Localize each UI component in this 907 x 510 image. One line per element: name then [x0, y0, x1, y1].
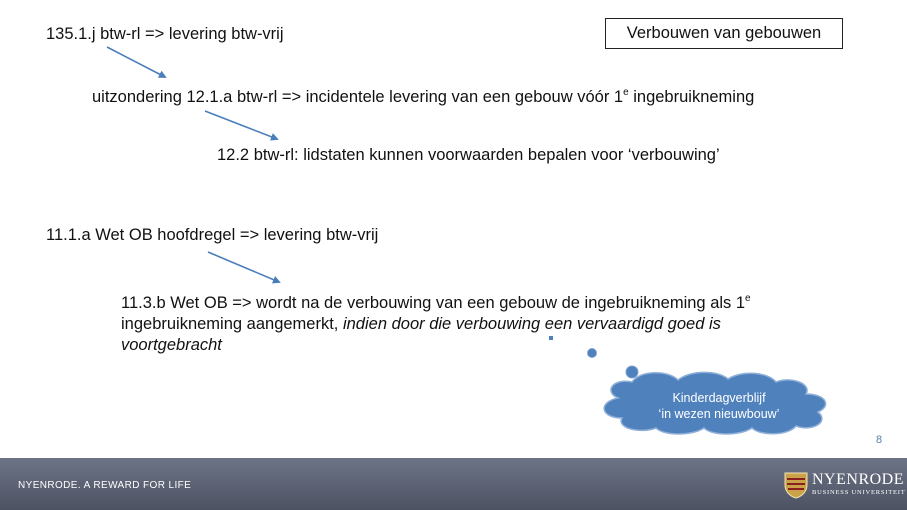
page-number: 8	[875, 434, 883, 446]
cloud-line-1: Kinderdagverblijf	[672, 391, 766, 405]
arrow-3	[208, 252, 279, 282]
line-12-2: 12.2 btw-rl: lidstaten kunnen voorwaarden bepalen voor ‘verbouwing’	[217, 146, 720, 164]
line-uitzondering-tail: ingebruikneming	[628, 88, 755, 106]
thought-dot-small	[549, 336, 553, 340]
arrow-1	[107, 47, 165, 77]
nyenrode-crest-icon	[783, 471, 809, 499]
title-box-text: Verbouwen van gebouwen	[626, 24, 822, 42]
line-135-1-j: 135.1.j btw-rl => levering btw-vrij	[46, 25, 284, 43]
paragraph-sup: e	[745, 293, 751, 304]
cloud-line-2: ‘in wezen nieuwbouw’	[658, 407, 780, 421]
paragraph-text: 11.3.b Wet OB => wordt na de verbouwing van een gebouw de ingebruikneming als 1	[121, 294, 746, 312]
line-11-1-a: 11.1.a Wet OB hoofdregel => levering btw-vrij	[46, 226, 379, 244]
logo-subtitle: BUSINESS UNIVERSITEIT	[812, 489, 906, 496]
paragraph-mid: ingebruikneming aangemerkt,	[121, 315, 343, 333]
thought-dot-large	[626, 366, 638, 378]
thought-dot-medium	[588, 349, 597, 358]
arrow-2	[205, 111, 277, 139]
line-uitzondering-text: uitzondering 12.1.a btw-rl => incidentele levering van een gebouw vóór 1	[92, 88, 624, 106]
paragraph-italic: indien door die verbouwing een vervaardigd goed is voortgebracht	[121, 315, 721, 354]
logo-name: NYENRODE	[812, 471, 904, 488]
line-uitzondering-sup: e	[623, 87, 629, 98]
footer-tagline: NYENRODE. A REWARD FOR LIFE	[18, 480, 192, 491]
footer-bar	[0, 458, 907, 510]
thought-cloud-text	[612, 390, 826, 422]
